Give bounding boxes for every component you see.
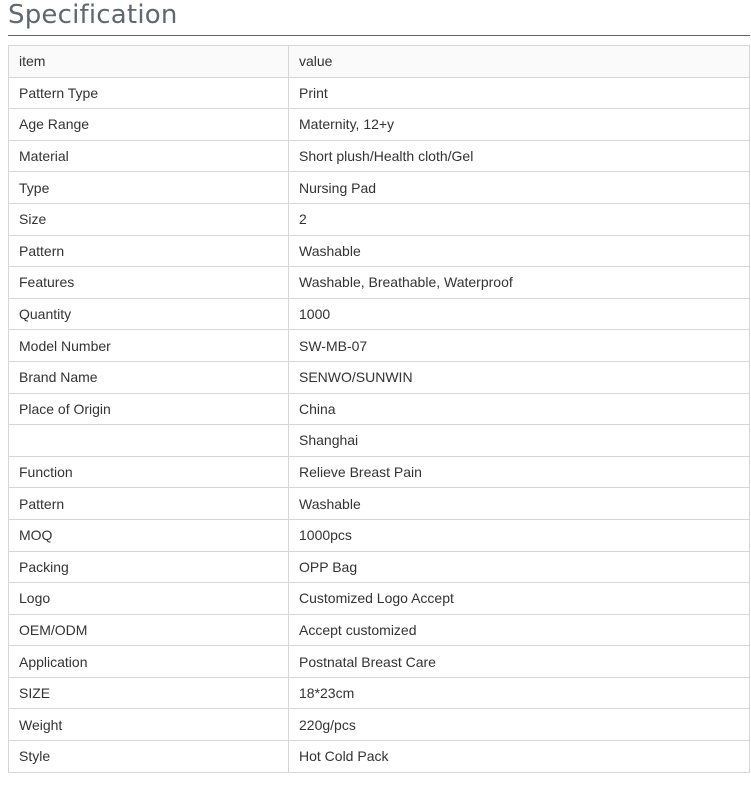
row-value-cell: Washable, Breathable, Waterproof	[289, 267, 750, 299]
table-row	[9, 361, 750, 393]
row-item-cell: Material	[9, 140, 289, 172]
table-row	[9, 519, 750, 551]
row-item-cell: Size	[9, 203, 289, 235]
row-value-cell: Print	[289, 77, 750, 109]
row-value-cell: Relieve Breast Pain	[289, 456, 750, 488]
row-value-cell: 2	[289, 203, 750, 235]
row-item-cell: MOQ	[9, 519, 289, 551]
title-divider	[8, 35, 750, 36]
row-item-cell: Style	[9, 741, 289, 773]
row-item-cell: OEM/ODM	[9, 614, 289, 646]
row-item-cell	[9, 425, 289, 457]
table-row	[9, 267, 750, 299]
row-value-cell: 220g/pcs	[289, 709, 750, 741]
specification-table	[8, 45, 750, 773]
row-value-cell: 18*23cm	[289, 677, 750, 709]
table-row	[9, 330, 750, 362]
table-row	[9, 551, 750, 583]
table-row	[9, 298, 750, 330]
table-row	[9, 456, 750, 488]
row-value-cell: 1000pcs	[289, 519, 750, 551]
table-row	[9, 614, 750, 646]
row-value-cell: Short plush/Health cloth/Gel	[289, 140, 750, 172]
table-row	[9, 203, 750, 235]
table-row	[9, 140, 750, 172]
table-row	[9, 235, 750, 267]
row-value-cell: Shanghai	[289, 425, 750, 457]
table-row	[9, 393, 750, 425]
row-value-cell: 1000	[289, 298, 750, 330]
row-item-cell: Logo	[9, 583, 289, 615]
table-row	[9, 677, 750, 709]
table-row	[9, 583, 750, 615]
row-value-cell: Nursing Pad	[289, 172, 750, 204]
row-item-cell: Application	[9, 646, 289, 678]
table-header-row	[9, 46, 750, 78]
row-item-cell: Quantity	[9, 298, 289, 330]
row-value-cell: Maternity, 12+y	[289, 109, 750, 141]
table-row	[9, 709, 750, 741]
specification-table-body	[9, 46, 750, 773]
table-row	[9, 109, 750, 141]
table-row	[9, 741, 750, 773]
row-item-cell: Pattern Type	[9, 77, 289, 109]
table-row	[9, 488, 750, 520]
row-item-cell: Weight	[9, 709, 289, 741]
row-item-cell: Model Number	[9, 330, 289, 362]
row-value-cell: Washable	[289, 235, 750, 267]
row-item-cell: Age Range	[9, 109, 289, 141]
row-value-cell: China	[289, 393, 750, 425]
row-item-cell: Features	[9, 267, 289, 299]
row-item-cell: Pattern	[9, 235, 289, 267]
row-value-cell: Accept customized	[289, 614, 750, 646]
row-item-cell: Function	[9, 456, 289, 488]
page-title: Specification	[8, 0, 178, 30]
row-item-cell: Pattern	[9, 488, 289, 520]
row-item-cell: Place of Origin	[9, 393, 289, 425]
row-value-cell: SENWO/SUNWIN	[289, 361, 750, 393]
row-value-cell: SW-MB-07	[289, 330, 750, 362]
row-item-cell: SIZE	[9, 677, 289, 709]
row-value-cell: Hot Cold Pack	[289, 741, 750, 773]
table-row	[9, 77, 750, 109]
table-row	[9, 646, 750, 678]
header-cell-value: value	[289, 46, 750, 78]
table-row	[9, 172, 750, 204]
row-value-cell: Washable	[289, 488, 750, 520]
row-item-cell: Brand Name	[9, 361, 289, 393]
row-item-cell: Type	[9, 172, 289, 204]
row-item-cell: Packing	[9, 551, 289, 583]
row-value-cell: Postnatal Breast Care	[289, 646, 750, 678]
table-row	[9, 425, 750, 457]
row-value-cell: Customized Logo Accept	[289, 583, 750, 615]
row-value-cell: OPP Bag	[289, 551, 750, 583]
header-cell-item: item	[9, 46, 289, 78]
